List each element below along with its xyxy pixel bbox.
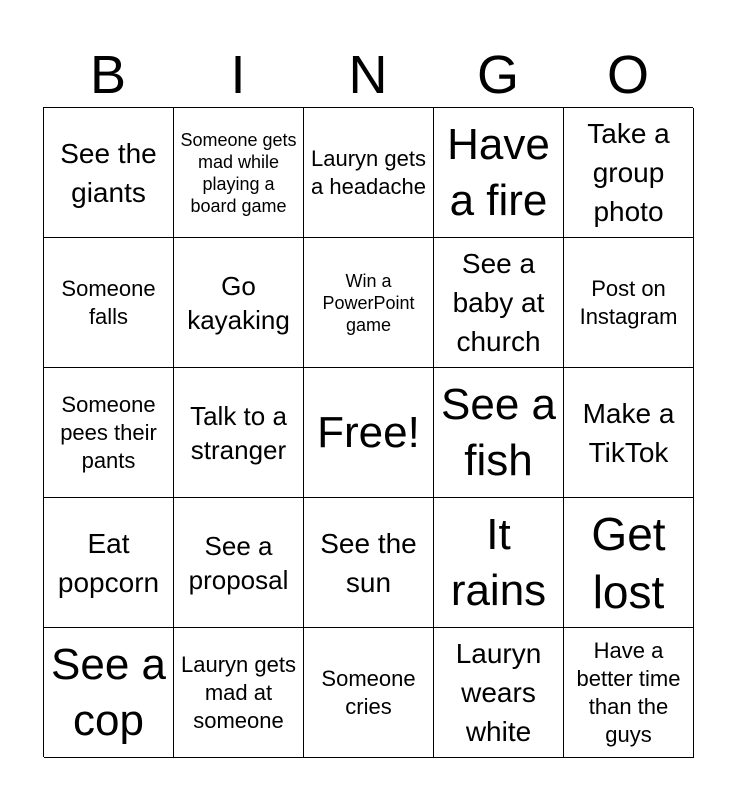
bingo-cell[interactable]	[304, 628, 434, 758]
bingo-cell[interactable]	[44, 108, 174, 238]
cell-text: Lauryn gets a headache	[311, 145, 426, 199]
cell-text: Win a PowerPoint game	[322, 270, 415, 335]
bingo-cell[interactable]	[434, 628, 564, 758]
cell-text: Get lost	[591, 507, 666, 618]
cell-text: Post on Instagram	[579, 275, 678, 329]
bingo-cell[interactable]	[564, 108, 694, 238]
header-letter-n: N	[348, 45, 388, 105]
header-letter-g: G	[476, 45, 519, 105]
cell-text: Someone falls	[61, 275, 156, 329]
cell-text: Eat popcorn	[57, 527, 160, 598]
bingo-cell[interactable]	[44, 498, 174, 628]
bingo-cell[interactable]	[174, 498, 304, 628]
bingo-cell[interactable]	[174, 628, 304, 758]
header-letter-b: B	[89, 45, 127, 105]
cell-text: Someone cries	[321, 665, 416, 719]
cell-text: Lauryn gets mad at someone	[181, 651, 296, 733]
bingo-cell[interactable]	[564, 498, 694, 628]
bingo-header	[43, 44, 693, 106]
bingo-cell[interactable]	[434, 368, 564, 498]
free-space-cell[interactable]	[304, 368, 434, 498]
cell-text: Someone pees their pants	[60, 391, 157, 473]
cell-text: Free!	[317, 407, 420, 457]
cell-text: Go kayaking	[187, 270, 290, 335]
bingo-cell[interactable]	[434, 498, 564, 628]
bingo-cell[interactable]	[44, 238, 174, 368]
cell-text: See a baby at church	[452, 248, 545, 357]
bingo-cell[interactable]	[304, 238, 434, 368]
cell-text: See the giants	[60, 137, 157, 208]
cell-text: See a fish	[441, 379, 556, 485]
header-letter-o: O	[606, 45, 649, 105]
bingo-cell[interactable]	[174, 368, 304, 498]
bingo-cell[interactable]	[434, 108, 564, 238]
bingo-cell[interactable]	[564, 238, 694, 368]
bingo-cell[interactable]	[304, 108, 434, 238]
bingo-cell[interactable]	[44, 368, 174, 498]
cell-text: See a proposal	[188, 530, 289, 595]
bingo-board	[43, 107, 693, 757]
bingo-cell[interactable]	[564, 628, 694, 758]
bingo-cell[interactable]	[174, 108, 304, 238]
cell-text: Make a TikTok	[582, 397, 675, 468]
bingo-cell[interactable]	[434, 238, 564, 368]
bingo-cell[interactable]	[564, 368, 694, 498]
cell-text: See a cop	[51, 639, 166, 745]
bingo-cell[interactable]	[174, 238, 304, 368]
cell-text: Talk to a stranger	[190, 400, 287, 465]
cell-text: It rains	[450, 509, 547, 615]
header-letter-i: I	[230, 45, 246, 105]
cell-text: Someone gets mad while playing a board game	[180, 129, 297, 216]
cell-text: See the sun	[320, 527, 417, 598]
cell-text: Take a group photo	[587, 118, 670, 227]
cell-text: Have a better time than the guys	[576, 637, 681, 747]
cell-text: Lauryn wears white	[455, 638, 542, 747]
bingo-cell[interactable]	[304, 498, 434, 628]
cell-text: Have a fire	[447, 119, 550, 225]
bingo-cell[interactable]	[44, 628, 174, 758]
